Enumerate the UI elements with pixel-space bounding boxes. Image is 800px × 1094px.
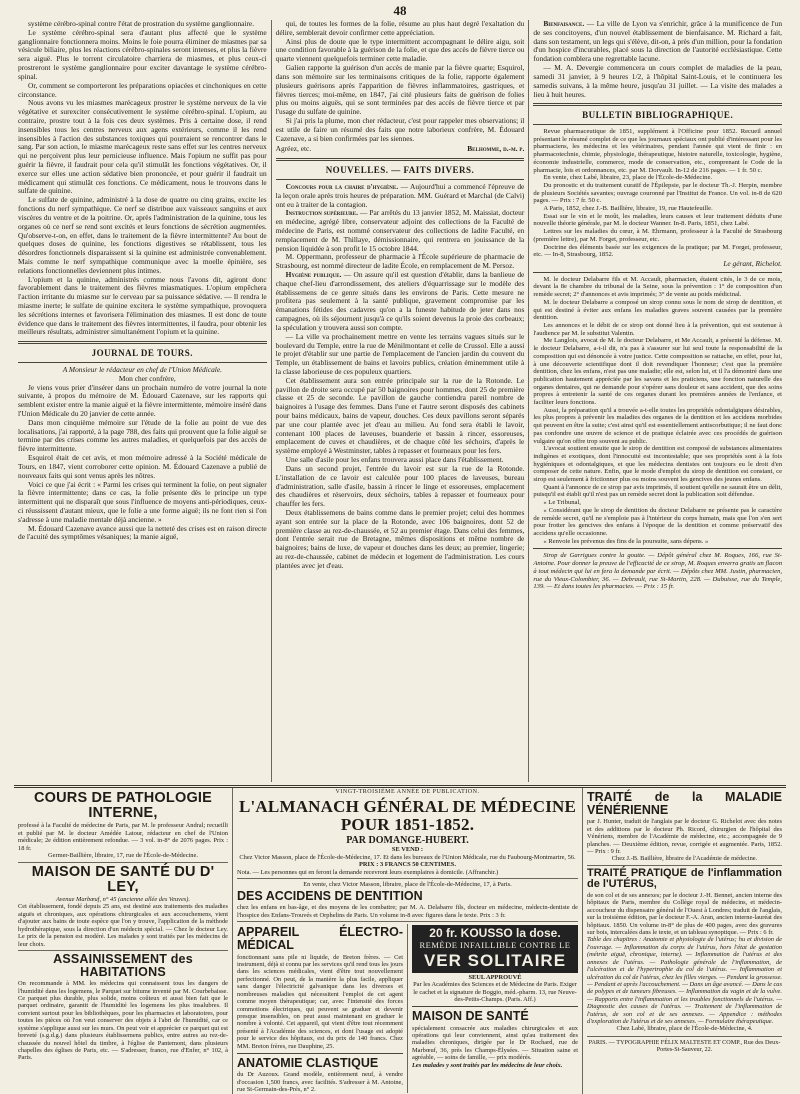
column-2 [271, 20, 529, 782]
ad-traite-venerienne [587, 791, 782, 866]
ad-text: chez les enfans en bas-âge, et des moyens de les combattre; par M. A. Delabarre fils, docteur en médecine, médecin-dentiste de l'hospice des Enfans-Trouvés et Orphelins de Paris. Un volume in-8 avec figures dans le texte. Prix : 3 fr. [237, 904, 578, 919]
letter-paragraph: Esquirol était de cet avis, et mon mémoire adressé à la Société médicale de Tours, en 1847, vient corroborer cette opinion. M. Édouard Cazenave a publié de nouveaux faits qui sont venus après les nôtres. [18, 453, 267, 480]
ad-nota: Nota. — Les personnes qui en feront la demande recevront leurs exemplaires à domicile. (Affranchir.) [237, 868, 499, 876]
ad-text: Chez Victor Masson, place de l'École-de-Médecine, 17. Et dans les bureaux de l'Union Médicale, rue du Faubourg-Montmartre, 56. [239, 853, 576, 861]
article-paragraph: Or, comment se comporteront les préparations opiacées et cinchoniques en cette circonstance. [18, 80, 267, 99]
court-notice-paragraph: Aussi, la préparation qu'il a trouvée a-t-elle toutes les propriétés odontalgiques désirables, les plus propres à prévenir les maladies des organes de la dentition et les accidens morbides qui peuvent en être la suite; c'est ainsi qu'il est essentiellement antiscorbutique; il ne faut donc pas confondre une œuvre de science et de pratique éclairée avec ces procédés de guérison vulgaire qu'on offre trop souvent au public. [533, 406, 783, 445]
court-notice-paragraph: « Renvoie les prévenus des fins de la poursuite, sans dépens. » [543, 537, 709, 545]
letter-salutation: Mon cher confrère, [118, 373, 176, 383]
letter-paragraph: Galien rapporte la guérison d'un accès de manie par la fièvre quarte; Esquirol, dans son mémoire sur les terminaisons critiques de la folie, rapporte également plusieurs guérisons après l'apparition de fièvres inflammatoires, gastriques, et fièvres tierces; moi-même, en 1847, j'ai cité plusieurs faits de guérison de folies plus ou moins aiguës, qui se sont terminées par des accès de fièvre tierce et par l'usage du sulfate de quinine. [275, 63, 525, 117]
letter-paragraph: qui, de toutes les formes de la folie, résume au plus haut degré l'exaltation du délire, semblerait devoir confirmer cette appréciation. [275, 20, 525, 37]
bibliography-entry: Doctrine des éléments basée sur les exigences de la pratique; par M. Forget, professeur, etc. — In-8, Strasbourg, 1852. [533, 243, 783, 259]
article-paragraph: système cérébro-spinal contre l'état de prostration du système ganglionnaire. [28, 20, 255, 28]
news-item [276, 253, 525, 271]
court-notice-paragraph: Quant à l'annonce de ce sirop par avis imprimés, il soutient qu'elle ne saurait être un délit, puisqu'il est établi qu'il n'est pas un remède secret dont la publication soit défendue. [533, 483, 783, 499]
ad-publisher: Germer-Baillière, libraire, 17, rue de l'École-de-Médecine. [48, 852, 198, 860]
ad-text: par J. Hunter, traduit de l'anglais par le docteur G. Richelot avec des notes et des additions par le docteur Ph. Ricord, chirurgien de l'hôpital des Vénériens, membre de l'Académie de médecine, etc.; accompagnée de 9 planches. — Deuxième édition, revue, corrigée et augmentée. Paris, 1852. — Prix : 9 fr. [587, 818, 782, 855]
court-notice-paragraph: Les annonces et le débit de ce sirop ont donné lieu à la prévention, qui est soutenue à l'audience par M. le substitut Valentin. [533, 322, 783, 337]
section-rule [533, 124, 782, 125]
ad-text: On recommande à MM. les médecins qui connaissent tous les dangers de l'humidité dans les logemens, le Parquet sur bitume inventé par M. Courbebaisse. Ce parquet plus durable, plus solide, moins coûteux et aussi bien fait que le parquet ordinaire, garantit de l'humidité les logemens les plus insalubres. Il convient surtout pour les bibliothèques, pour les pharmacies et laboratoires, pour toutes les pièces où l'on veut conserver des objets à l'abri de l'humidité, car ce système s'applique aussi sur les murs. On peut voir et apprécier ce parquet qui est breveté (s.g.d.g.) dans plusieurs établissemens publics, entre autres au rez-de-chaussée du nouvel hôtel du timbre, à l'église de Pantemont, dans plusieurs chapelles des églises de Paris, etc. — S'adresser, franco, rue d'Enfer, n° 102, à Paris. [18, 980, 228, 1062]
letter-addressee: A Monsieur le rédacteur en chef de l'Union Médicale. [62, 364, 222, 374]
ad-almanach [237, 789, 578, 879]
ad-contents: Table des chapitres : Anatomie et physiologie de l'utérus; hu et division de l'ouvrage. — Inflammation du corps de l'utérus, hors l'état de gestation (métrite aiguë, chronique, interne). — Inflammation de l'utérus et des annexes de l'utérus. — Pathologie générale de l'inflammation, de l'ulcération et de l'hypertrophie du col de l'utérus. — Inflammation et ulcération du col de l'utérus, chez les filles vierges. — Pendant la grossesse. — Pendant et après l'accouchement. — Dans un âge avancé. — Dans le cas de polypes et de tumeurs fibreuses. — Inflammation du vagin et de la vulve. — Rapports entre l'inflammation et les troubles fonctionnels de l'utérus. — Diagnostic des causes de l'utérus. — Traitement de l'inflammation de l'utérus, de son col et de ses annexes. — Appendice : méthodes d'exploration de l'utérus et de ses annexes. — Formulaire thérapeutique. [587, 936, 782, 1026]
news-item-title: Concours pour la chaire d'hygiène. [285, 181, 399, 191]
bibliography-entry: En vente, chez Labé, libraire, 23, place de l'École-de-Médecine. [543, 174, 713, 182]
ad-column-right [582, 788, 786, 1094]
bibliography-entry: Lettres sur les maladies du cœur, à M. Ehrmann, professeur à la Faculté de Strasbourg (première lettre), par M. Forget, professeur, etc. [533, 228, 783, 243]
ad-title: APPAREIL ÉLECTRO-MÉDICAL [237, 925, 403, 953]
ad-kicker: VINGT-TROISIÈME ANNÉE DE PUBLICATION. [335, 789, 480, 795]
news-item-title: Bienfaisance. [543, 20, 585, 28]
news-item-title: Hygiène publique. [285, 270, 342, 280]
bibliography-entry: Revue pharmaceutique de 1851, supplément à l'Officine pour 1852. Recueil annuel présentant le résumé complet de ce que les journaux spéciaux ont publié d'intéressant pour les pharmaciens, les médecins et les vétérinaires, pendant l'année qui vient de finir : en pharmacotechnie, chimie, physiologie, thérapeutique, histoire naturelle, toxicologie, hygiène, économie industrielle, commerce, mode de conservation, etc., comprenant le Code de la pharmacie, lois et ordonnances, etc. par M. Dorvault. In-12 de 216 pages. — 1 fr. 50 c. [533, 128, 783, 174]
news-item-text: — La ville va prochainement mettre en vente les terrains vagues situés sur le boulevard du Temple, entre la rue de Ménilmontant et celle de Crussol. Elle a aussi le projet d'établir sur une partie de l'emplacement de l'ancien jardin du couvent du Temple, un établissement de bains et lavoirs publics, création éminemment utile à la classe laborieuse de ces populeux quartiers. [275, 331, 525, 376]
court-notice-paragraph: L'avocat soutient ensuite que le sirop de dentition est composé de substances alimentaires indigènes et exotiques, dont l'innocuité est incontestable; que ses propriétés sont à la fois hygiéniques et odontalgiques, et que les médecins dentistes ont toujours eu le droit d'en composer de cette nature. Enfin, que le mode d'emploi du sirop de dentition est constant, ce sirop est seulement à frictionner plus ou moins souvent les gencives des jeunes enfans. [533, 445, 783, 484]
ad-tagline: Les malades y sont traités par les médecins de leur choix. [412, 1061, 563, 1069]
ad-text: professé à la Faculté de médecine de Paris, par M. le professeur Andral; recueilli et publié par M. le docteur Amédée Latour, rédacteur en chef de l'Union médicale; 2e édition entièrement refondue. — 3 vol. in-8° de 2076 pages. Prix : 18 fr. [18, 822, 228, 852]
news-item-text: — On assure qu'il est question d'établir, dans la banlieue de chaque chef-lieu d'arrondissement, des ateliers d'équarrissage sur le modèle des établissemens de ce genre situés dans les environs de Paris. Cette mesure ne profitera pas seulement à la santé publique, gravement compromise par les émanations fétides des cadavres qu'on a la funeste habitude de jeter dans nos campagnes, où ils séjournent jusqu'à ce qu'ils soient devenus la proie des corbeaux; la spéculation y trouvera aussi son compte. [275, 270, 525, 332]
news-item [533, 20, 782, 64]
ad-sold: SE VEND : [391, 846, 424, 854]
kousso-ver: VER SOLITAIRE [423, 951, 567, 971]
ad-text: fonctionnant sans pile ni liquide, de Breton frères. — Cet instrument, déjà si connu par les services qu'il rend tous les jours dans les sciences médicales, vient d'être tout nouvellement perfectionné. On peut, de la manière la plus facile, appliquer sans danger l'électricité galvanique dans les diverses et nombreuses maladies qui nécessitent l'emploi de cet agent comme moyen thérapeutique; car, avec l'intensité des forces commotions électriques, qui peuvent se graduer et devenir presque insensibles, on peut aussi maintenant en graduer le nombre à volonté. Cet appareil, qui vient d'être tout récemment présenté à l'Académie des sciences, et dont l'usage est adopté pour le service des hôpitaux, est du prix de 140 francs. Chez MM. Breton frères, rue Dauphine, 25. [237, 953, 403, 1050]
goutte-notice: Sirop de Garrigues contre la goutte. — Dépôt général chez M. Roques, 166, rue St-Antoine. Pour donner la preuve de l'efficacité de ce sirop, M. Roques enverra gratis un flacon à tout médecin qui lui en fera la demande par écrit. — Dépôts chez MM. Justin, pharmacien, rue du Vieux-Colombier, 36. — Debrault, rue St-Martin, 228. — Dubuisse, rue du Temple, 139. — Et dans toutes les pharmacies. — Prix : 15 fr. [533, 552, 783, 591]
ad-assainissement [18, 953, 228, 1062]
ad-kousso-banner [412, 925, 578, 972]
advertisements-area [14, 785, 786, 1094]
section-rule [533, 548, 782, 549]
section-rule [276, 179, 525, 180]
section-rule [533, 103, 782, 106]
news-item-text: — Aujourd'hui a commencé l'épreuve de la leçon orale après trois heures de préparation. MM. Guérard et Marchal (de Calvi) ont eu à traiter de la contagion. [275, 181, 525, 209]
bibliography-entry: Essai sur le vin et le moût, les maladies, leurs causes et leur traitement déduits d'une nouvelle théorie générale, par M. le docteur Wanner. In-8. Paris, 1851, chez Labé. [533, 212, 783, 228]
news-item [276, 209, 525, 253]
news-item [276, 465, 525, 509]
news-item-text: Deux établissemens de bains comme dans le premier projet; celui des hommes ayant son entrée sur la place de la Rotonde, avec 106 baignoires, dont 52 de première classe au rez-de-chaussée, et 52 au premier étage. Dans celui des femmes, dont l'entrée serait rue de Bretagne, mêmes dispositions et même nombre de baignoires; bains de luxe, de vapeur et douches dans les deux; au premier, lingerie; au rez-de-chaussée, cabinet de médecin et logement de l'administration. Les cours plantées avec jet d'eau. [275, 507, 525, 570]
news-item-text: — M. A. Devergie commencera un cours complet de maladies de la peau, samedi 31 janvier, à 9 heures 1/2, à l'hôpital Saint-Louis, et le continuera les samedis suivans, à la même heure, jusqu'au 31 juillet. — La visite des malades a lieu à huit heures. [533, 63, 783, 99]
news-item-text: — La ville de Lyon va s'enrichir, grâce à la munificence de l'un de ses concitoyens, d'un nouvel établissement de bienfaisance. M. Richard a fait, dans son testament, un legs qui s'élève, dit-on, à près d'un million, pour la fondation d'un hospice d'incurables, placé sous la direction de l'autorité ecclésiastique. Cette fondation comblera une regrettable lacune. [533, 20, 783, 64]
court-notice-paragraph: M. le docteur Delabarre fils et M. Accault, pharmacien, étaient cités, le 3 de ce mois, devant la 8e chambre du tribunal de la Seine, sous la prévention : 1° de composition d'un remède secret; 2° d'annonces et avis imprimés; 3° de vente au poids médicinal. [533, 275, 783, 299]
letter-signature [276, 145, 525, 154]
court-notice-paragraph: « Considérant que le sirop de dentition du docteur Delabarre ne présente pas le caractère de remède secret, qu'il ne s'emploie pas à l'intérieur du corps humain, mais que l'on s'en sert pour frotter les gencives des enfans à l'époque de la dentition et comme préservatif des accidens qu'elle occasionne. [533, 506, 783, 537]
ad-column-middle [232, 788, 582, 1094]
ad-title: TRAITÉ de la MALADIE VÉNÉRIENNE [587, 790, 782, 818]
page-number: 48 [393, 3, 407, 18]
column-3 [528, 20, 786, 782]
ad-column-left [14, 788, 232, 1094]
ad-author: PAR DOMANGE-HUBERT. [346, 834, 469, 846]
ad-text: Cet établissement, fondé depuis 25 ans, est destiné aux traitements des maladies aiguës et chroniques, aux opérations chirurgicales et aux accouchemens, vient d'ajouter aux bains de toute espèce que l'on y trouve, l'application de la méthode hydrothérapique, sous la direction d'un médecin spécial. — Chez le docteur Ley. Le prix de la pension est modéré. Les malades y sont traités par les médecins de leur choix. [18, 903, 228, 948]
ad-appareil [237, 924, 403, 1093]
news-heading: NOUVELLES. — FAITS DIVERS. [325, 165, 475, 176]
ad-maison-ley [18, 865, 228, 951]
ad-text: spécialement consacrée aux maladies chirurgicales et aux opérations qui leur conviennent, ainsi qu'au traitement des maladies chroniques, dirigée par le Dr Rochard, rue de Marbœuf, 36, près les Champs-Élysées. — Situation saine et agréable, — soins de famille, — prix modérés. [412, 1024, 578, 1062]
news-item-text: Dans un second projet, l'entrée du lavoir est sur la rue de la Rotonde. L'installation de ce lavoir est calculée pour 100 places de laveuses, bureau d'administration, salle d'asile, bassin à rincer le linge et essoreuses, emplacement des chaudières et réservoirs, deux séchoirs, tables à repasser et fourneaux pour chauffer les fers. [275, 463, 525, 509]
ad-title: DES ACCIDENS DE DENTITION [237, 889, 423, 904]
news-item [276, 333, 525, 377]
ad-pair [237, 924, 578, 1093]
ad-title: TRAITÉ PRATIQUE de l'inflammation de l'UTÉRUS, [587, 866, 782, 891]
court-notice-paragraph: « Le Tribunal, [543, 499, 581, 507]
news-item-text: — Par arrêtés du 13 janvier 1852, M. Maissiat, docteur en médecine, agrégé libre, conservateur adjoint des collections de la Faculté de médecine de Paris, est nommé conservateur des collections de ladite Faculté, en remplacement de M. Thillaye, démissionnaire, qui rentrera en jouissance de la pension liquidée à son profit le 15 octobre 1844. [275, 208, 525, 253]
ad-title: MAISON DE SANTÉ DU D' LEY, [31, 863, 215, 895]
section-rule [533, 272, 782, 273]
section-rule [276, 158, 525, 161]
ad-traite-uterus [587, 868, 782, 1033]
bibliography-entry: Du pronostic et du traitement curatif de l'Épilepsie, par le docteur Th.-J. Herpin, membre de plusieurs Sociétés savantes; ouvrage couronné par l'Institut de France. Un vol. in-8 de 620 pages. — Prix : 7 fr. 50 c. [533, 181, 783, 205]
news-item-text: Cet établissement aura son entrée principale sur la rue de la Rotonde. Le pavillon de droite sera occupé par 50 baignoires pour hommes, dont 25 de première classe et 25 de seconde. Le pavillon de gauche contiendra pareil nombre de baignoires à l'usage des femmes. Dans l'une et l'autre seront disposés des cabinets pour bains médicaux, bains de vapeur, douches. Ces deux pavillons seront séparés par une cour plantée avec jet d'eau au milieu. Au fond sera établi le lavoir, contenant 100 places de laveuses, buanderie et bassin à rincer, essoreuses, emplacement de cuves et chaudières, et de chaque côté les séchoirs, d'après le système employé à Westminster, tables à repasser et fourneaux pour les fers. [275, 375, 525, 456]
news-item [276, 271, 525, 333]
signature-left: Agréez, etc. [275, 144, 312, 154]
section-rule [18, 341, 267, 344]
letter-paragraph: Je viens vous prier d'insérer dans un prochain numéro de votre journal la note suivante, à propos du mémoire de M. Édouard Cazenave, sur les rapports qui semblent exister entre la manie aiguë et la fièvre intermittente, mémoire inséré dans l'Union Médicale du 20 janvier de cette année. [18, 382, 267, 419]
article-paragraph: Le sulfate de quinine, administré à la dose de quatre ou cinq grains, excite les fonctions du nerf sympathique. Ce nerf se distribue aux vaisseaux sanguins et aux viscères du ventre et de la poitrine. Or, après l'administration de la quinine, tous les organes où ce nerf se rend sont excités et leurs fonctions de sécrétion augmentées. Qu'observe-t-on, en effet, dans le traitement de la fièvre intermittente? Au bout de quelques doses de quinine, les fonctions digestives se rétablissent, tous les désordres fonctionnels disparaissent si la quinine est administrée convenablement. Mais comme le nerf sympathique communique avec la moelle épinière, ses relations fonctionnelles deviennent plus intimes. [18, 195, 267, 275]
letter-paragraph: M. Édouard Cazenave avance aussi que la netteté des crises est en raison directe de l'acuité des symptômes vésaniques; la manie aiguë, [18, 523, 267, 542]
news-item-text: Une salle d'asile pour les enfans trouvera aussi place dans l'établissement. [285, 455, 504, 465]
article-paragraph: Le système cérébro-spinal sera d'autant plus affecté que le système ganglionnaire fonctionnera moins. Moins le foie pourra éliminer de miasmes par sa vésicule biliaire, plus les réactions cérébro-spinales seront intenses, et plus la fièvre sera aiguë. Plus le torrent circulatoire charriera de miasmes, et plus ceux-ci prostreront le système ganglionnaire pour exciter davantage le système cérébro-spinal. [18, 27, 267, 81]
news-item [533, 64, 782, 99]
ad-title: ANATOMIE CLASTIQUE [237, 1056, 379, 1071]
gerant-signature: Le gérant, Richelot. [723, 258, 783, 268]
ad-title: ASSAINISSEMENT des HABITATIONS [53, 951, 193, 980]
ad-publisher: Chez Labé, libraire, place de l'École-de-Médecine, 4. [616, 1025, 753, 1033]
section-rule [237, 1053, 403, 1054]
letter-paragraph: Voici ce que j'ai écrit : « Parmi les crises qui terminent la folie, on peut signaler la fièvre intermittente; dans ce cas, la folie présente dès le principe un type intermittent qui ne disparaît que sous l'influence de moyens anti-périodiques, ceux-ci réussissent d'autant mieux, que le folie a une forme aiguë; ils ne font rien si l'on s'adresse à une maladie mentale déjà ancienne. » [18, 479, 267, 524]
letter-paragraph: Si j'ai pris la plume, mon cher rédacteur, c'est pour rappeler mes observations; il est utile de faire un résumé des faits que notre laborieux confrère, M. Édouard Cazenave, a si bien confirmées par les siennes. [275, 115, 525, 143]
ad-title: MAISON DE SANTÉ [412, 1009, 529, 1024]
ad-intro: En vente, chez Victor Masson, libraire, place de l'École-de-Médecine, 17, à Paris. [303, 880, 512, 888]
ad-text: du Dr Auzoux. Grand modèle, entièrement neuf, à vendre d'occasion 1,500 francs, avec facilités. S'adresser à M. Antoine, rue St-Germain-des-Prés, n° 2. [237, 1071, 403, 1094]
column-1 [14, 20, 271, 782]
news-item-text: M. Oppermann, professeur de pharmacie à l'École supérieure de pharmacie de Strasbourg, est nommé directeur de ladite École, en remplacement de M. Persoz. [275, 252, 525, 271]
article-paragraph: L'opium et la quinine, administrés comme nous l'avons dit, agiront donc favorablement dans le traitement des fièvres miasmatiques. L'opium empêchera l'action irritante du miasme sur le cerveau par sa puissance sédative. — Il rendra le miasme inerte; le sulfate de quinine excitera le système sympathique, provoquera les sécrétions internes et favorisera l'élimination des miasmes. Il est donc de toute évidence que dans le traitement des fièvres intermittentes, il faudra, pour obtenir les meilleurs résultats, administrer simultanément l'opium et la quinine. [18, 274, 267, 337]
ad-address: Avenue Marbœuf, n° 45 (ancienne allée des Veuves). [55, 895, 191, 903]
signature-name: Belhomme, d.-m. p. [467, 144, 525, 154]
ad-title: COURS DE PATHOLOGIE INTERNE, [33, 790, 213, 822]
news-item [276, 183, 525, 209]
news-item [276, 509, 525, 571]
letter-paragraph: Ainsi plus de doute que le type intermittent accompagnant le délire aigu, soit une condition favorable à la guérison de la folie, et que des accès de fièvre tierce ou quarte viennent quelquefois terminer cette maladie. [275, 36, 525, 64]
section-rule [18, 362, 267, 363]
section-rule [412, 1006, 578, 1007]
court-notice-paragraph: M. le docteur Delabarre a composé un sirop connu sous le nom de sirop de dentition, et qui est destiné à éviter aux enfans les maladies graves souvent causées par la première dentition. [533, 298, 783, 322]
ad-text: de son col et de ses annexes; par le docteur J.-H. Bennet, ancien interne des hôpitaux de Paris, membre du Collège royal de médecins, et médecin-accoucheur du dispensaire général de l'Ouest à Londres; traduit de l'anglais, sur la troisième édition, par le docteur F.-A. Aran, ancien interne-lauréat des hôpitaux. 1850. Un volume in-8° de plus de 400 pages, avec des gravures sur bois, intercalées dans le texte, et un tableau synoptique. — Prix : 6 fr. [587, 891, 782, 936]
bibliography-entry: A Paris, 1852, chez J.-B. Baillière, libraire, 19, rue Hautefeuille. [543, 205, 713, 213]
news-item-title: Instruction supérieure. [285, 208, 358, 218]
article-paragraph: Nous avons vu les miasmes marécageux prostrer le système nerveux de la vie végétative et surexciter consécutivement le système cérébro-spinal. L'opium, au contraire, prostre tout à la fois ces deux systèmes. Pris à certaine dose, il rend insensibles tous les centres nerveux aux agens extérieurs, comme il les rend insensibles à l'action des substances toxiques qui pourraient se rencontrer dans le sang. Par son action, le miasme marécageux reste sans effet sur les centres nerveux qui ne perçoivent plus leur pernicieuse influence. Mais l'opium ne suffit pas pour guérir la fièvre, il faudrait pour cela qu'il stimulât les fonctions végétatives. Or, il exerce sur elles une action sédative bien prononcée, et pour guérir il faudrait un médicament qui stimulât ces fonctions. Ce médicament, nous le trouvons dans le sulfate de quinine. [18, 98, 267, 196]
bibliography-heading: BULLETIN BIBLIOGRAPHIQUE. [582, 110, 734, 121]
main-text-area [14, 20, 786, 782]
ad-price: PRIX : 3 FRANCS 50 CENTIMES. [359, 861, 456, 869]
ad-publisher: Chez J.-B. Baillière, libraire de l'Académie de médecine. [611, 855, 758, 863]
court-notice-paragraph: Me Langlois, avocat de M. le docteur Delabarre, et Me Accault, a présenté la défense. M. le docteur Delabarre, a-t-il dit, n'a pas à s'assurer sur lui seul toute la responsabilité de la composition qui est dénoncée à votre justice. Cette composition se rattache, en effet, pour lui, à une découverte scientifique dont il doit revendiquer l'honneur; c'est que la première dentition, chez les enfans, n'est pas une maladie; elle est, selon lui, et il l'a démontré dans une publication hautement appréciée par les savans et les praticiens, une fonction naturelle des organes dentaires, qui ne demande pour s'opérer sans douleur et sans accident, que des soins propres à entretenir la santé de ces organes durant les premières années de l'enfance, et faciliter leurs fonctions. [533, 337, 783, 407]
ad-title: L'ALMANACH GÉNÉRAL DE MÉDECINE POUR 1851-1852. [238, 796, 577, 834]
news-item [276, 377, 525, 456]
kousso-remedy: REMÈDE INFAILLIBLE CONTRE LE [419, 940, 571, 951]
printer-imprint: PARIS. — TYPOGRAPHIE FÉLIX MALTESTE ET COMP., Rue des Deux-Portes-St-Sauveur, 22. [587, 1036, 782, 1053]
ad-dentition [237, 881, 578, 922]
kousso-approved: SEUL APPROUVÉ [468, 973, 522, 981]
ad-pathologie [18, 791, 228, 863]
journal-heading: JOURNAL DE TOURS. [91, 348, 194, 359]
kousso-text: Par les Académies des Sciences et de Médecine de Paris. Exiger le cachet et la signature de Boggio, méd.-pharm. 13, rue Neuve-des-Petits-Champs. (Paris. Aff.) [413, 981, 577, 1004]
kousso-dose: 20 fr. KOUSSO la dose. [429, 926, 561, 941]
letter-paragraph: Dans mon cinquième mémoire sur l'étude de la folie au point de vue des localisations, j'ai rapporté, à la page 788, des faits qui prouvent que la folie aiguë se termine par des crises comme les autres maladies, et quelquefois par des accès de fièvre intermittente. [18, 417, 267, 454]
ad-kousso-block [407, 924, 578, 1093]
